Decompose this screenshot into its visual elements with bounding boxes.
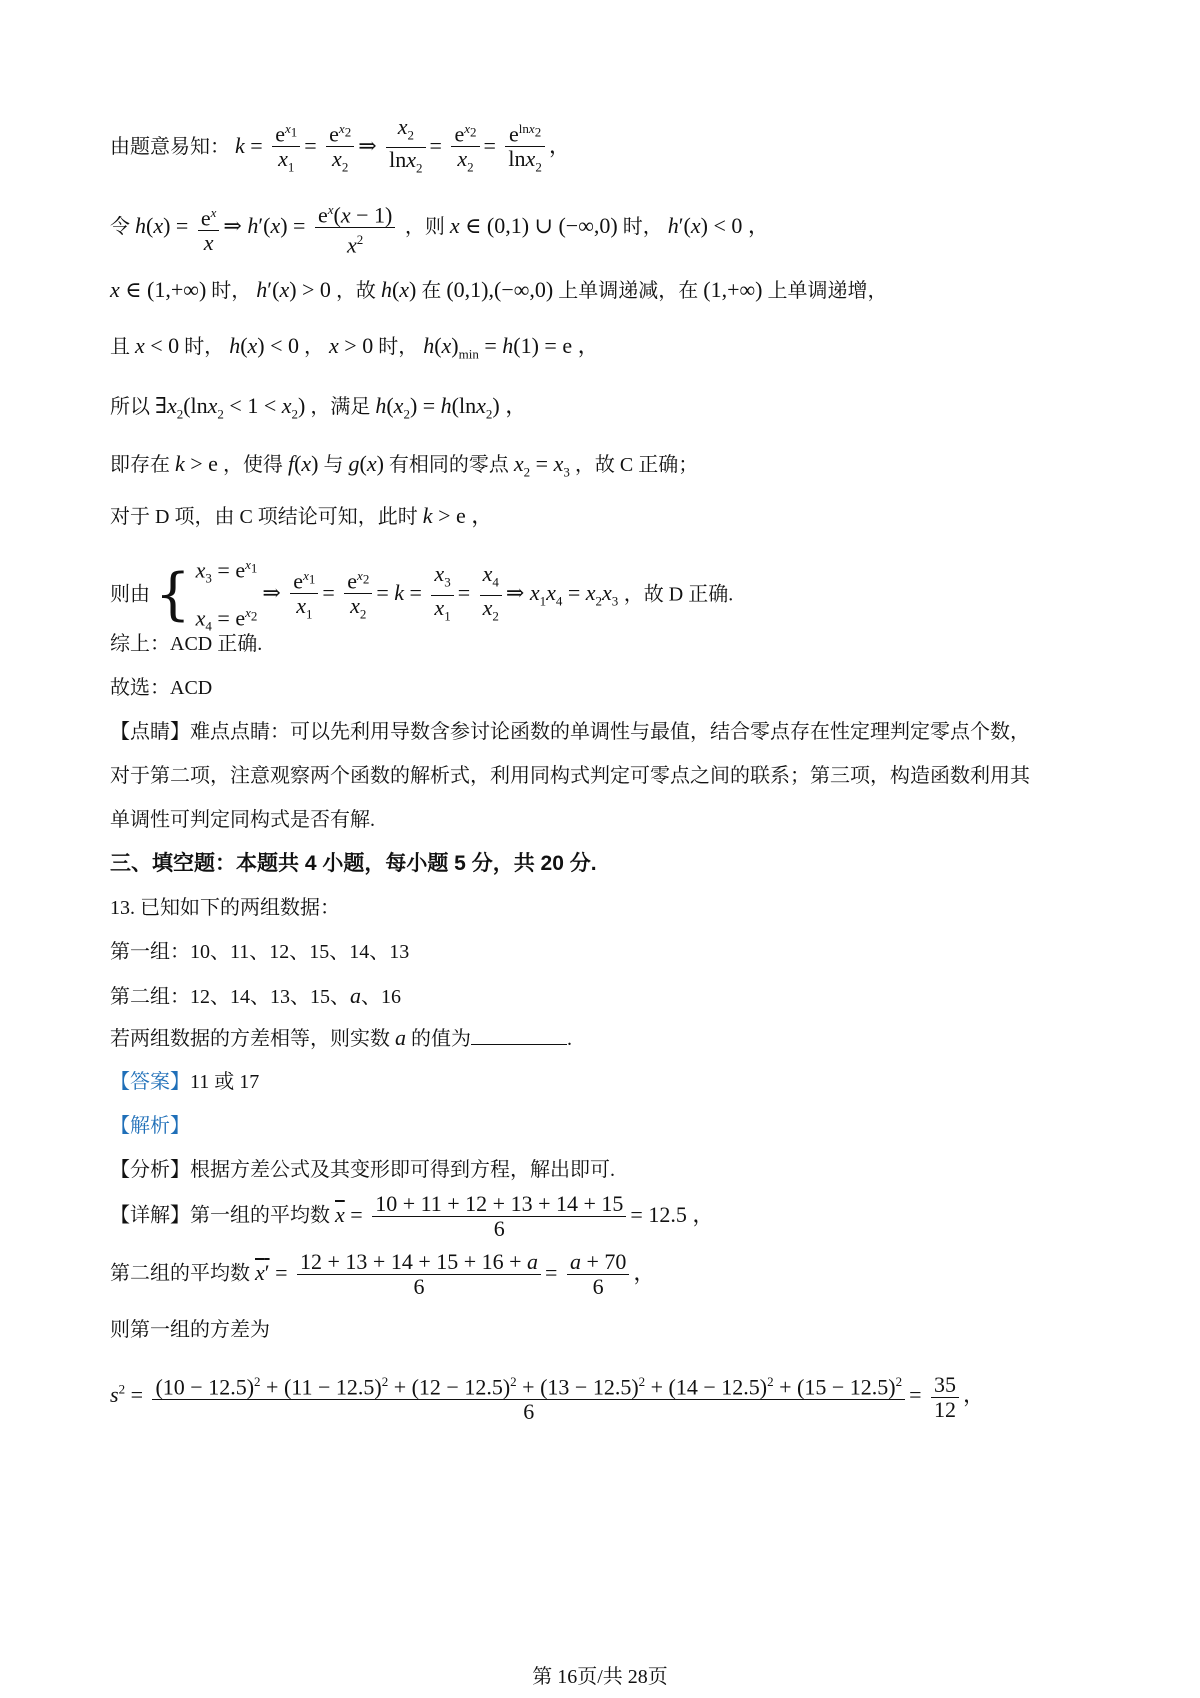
mean-2: 第二组的平均数 x′ = $\frac{12 + 13 + 14 + 15 + 16 + a}{6}$ = $\frac{a + 70}{6}$ ， [110,1249,656,1299]
text: 的值为 [411,1028,471,1050]
analysis-label: 【解析】 [110,1115,190,1137]
text: 【详解】第一组的平均数 [110,1204,330,1227]
text: 由题意易知： [110,135,230,158]
answer-line [110,1068,259,1096]
question-13-ask: 若两组数据的方差相等，则实数 a 的值为 . [110,1025,572,1050]
text: 上单调递增， [767,280,888,302]
page-footer: 第 16页/共 28页 [532,1666,668,1688]
dianjing-1: 【点睛】难点点睛：可以先利用导数含参讨论函数的单调性与最值，结合零点存在性定理判定零点个数， [110,721,1030,743]
text: 在 [421,280,442,302]
dianjing-3: 单调性可判定同构式是否有解. [110,809,375,831]
text: 令 [110,215,130,238]
text: 即存在 [110,454,170,476]
line-summary: 综上：ACD 正确. [110,633,263,655]
text: ，使得 [222,454,283,476]
mean-1: 【详解】第一组的平均数 $\overline{x}$ = $\frac{10 + 11 + 12 + 13 + 14 + 15}{6}$ = 12.5 ， [110,1191,715,1241]
variance-formula: $s^2$ = $(10 - 12.5)^2 + (11 - 12.5)^2 + (12 - 12.5)^2 + (13 - 12.5)^2 + (14 - 12.5)^2 + (15 - 12.5)^2$ 6 = $\frac{35}{12}$ ， [110,1371,986,1425]
text: 时， [184,336,225,358]
text: ，故 D 正确. [623,583,734,606]
text: 对于 D 项，由 C 项结论可知，此时 [110,506,418,528]
variance-label: 则第一组的方差为 [110,1319,270,1341]
text: ，故 C 正确； [574,454,699,476]
line-h-definition: 令 h(x) = $\frac{e^x}{x}$ ⇒ h′(x) = $\frac{e^x(x - 1)}{x^2}$ ，则 x ∈ (0,1) ∪ (−∞,0) 时， h′(x) < 0 ， [110,198,770,258]
text: 上单调递减，在 [558,280,699,302]
text: 所以 [110,396,150,418]
line-min: 且 x < 0 时， h(x) < 0 ， x > 0 时， $h(x)_{min} = h(1) = e$ ， [110,333,600,362]
section-heading: 三、填空题：本题共 4 小题，每小题 5 分，共 20 分. [110,852,597,875]
text: 则由 [110,583,150,606]
text: 第二组的平均数 [110,1262,250,1285]
text: ，故 [335,280,376,302]
answer-label: 【答案】 [110,1071,190,1093]
answer-text: 11 或 17 [190,1071,260,1093]
text: 时， [378,336,419,358]
line-system: 则由 { $x_3 = e^{x_1}$ $x_4 = e^{x_2}$ ⇒ $\frac{e^{x_1}}{x_1}$ = $\frac{e^{x_2}}{x_2}$ = k = $\frac{x_3}{x_1}$ = $\frac{x_4}{x_2}$ ⇒ $x_1x_4 = x_2x_3$ ，故 D 正确. [110,557,734,634]
text: 第二组：12、14、13、15、 [110,986,350,1008]
text: ，满足 [310,396,371,418]
line-exists: 所以 $\exists x_2(\ln x_2 < 1 < x_2)$ ，满足 $h(x_2) = h(\ln x_2)$ ， [110,393,528,422]
dianjing-2: 对于第二项，注意观察两个函数的解析式，利用同构式判定可零点之间的联系；第三项，构造函数利用其 [110,765,1030,787]
line-k-equation: 由题意易知： k = $\frac{e^{x_1}}{x_1}$ = $\frac{e^{x_2}}{x_2}$ ⇒ $\frac{x_2}{\ln x_2}$ = $\frac{e^{x_2}}{x_2}$ = $\frac{e^{lnx_2}}{\ln x_2}$ ， [110,114,571,176]
question-13: 13. 已知如下的两组数据： [110,897,340,919]
text: 有相同的零点 [388,454,509,476]
line-choice: 故选：ACD [110,677,213,699]
text: 与 [323,454,344,476]
text: 时， [622,215,663,238]
group-1: 第一组：10、11、12、15、14、13 [110,941,410,963]
text: 、16 [361,986,401,1008]
line-monotonic: x ∈ (1,+∞) 时， h′(x) > 0 ，故 h(x) 在 (0,1),(−∞,0) 上单调递减，在 (1,+∞) 上单调递增， [110,277,888,302]
text: ，则 [404,215,445,238]
answer-blank [471,1024,567,1045]
text: 时， [211,280,252,302]
text: 且 [110,336,130,358]
line-c-correct: 即存在 k > e ，使得 f(x) 与 g(x) 有相同的零点 $x_2 = x_3$ ，故 C 正确； [110,451,699,480]
line-d-item: 对于 D 项，由 C 项结论可知，此时 k > e ， [110,503,494,528]
text: 若两组数据的方差相等，则实数 [110,1028,390,1050]
fenxi: 【分析】根据方差公式及其变形即可得到方程，解出即可. [110,1159,615,1181]
text: ， [304,336,325,358]
group-2: 第二组：12、14、13、15、a、16 [110,983,401,1008]
